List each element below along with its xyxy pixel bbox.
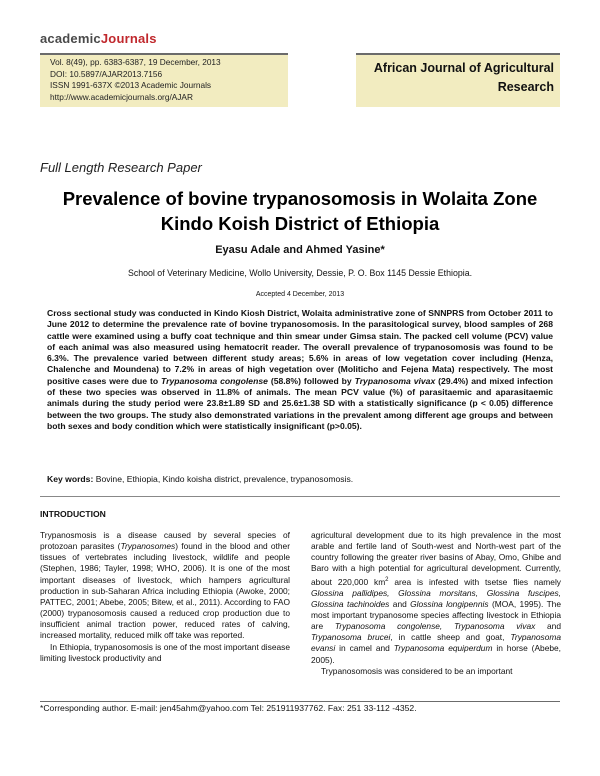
paper-type: Full Length Research Paper <box>40 160 202 175</box>
keywords-list: Bovine, Ethiopia, Kindo koisha district, prevalence, trypanosomosis. <box>93 474 354 484</box>
paper-title <box>40 186 560 236</box>
paragraph: In Ethiopia, trypanosomosis is one of the most important disease limiting livestock productivity and <box>40 641 290 663</box>
section-divider <box>40 496 560 497</box>
citation-meta-box <box>40 53 288 107</box>
authors: Eyasu Adale and Ahmed Yasine* <box>215 244 385 256</box>
journal-name-line1: African Journal of Agricultural <box>373 61 554 75</box>
paragraph: Trypanosomosis was considered to be an important <box>321 665 513 676</box>
publisher-logo: academicJournals <box>40 31 157 46</box>
body-column-left <box>40 530 290 664</box>
journal-url[interactable]: http://www.academicjournals.org/AJAR <box>50 91 193 102</box>
title-line-1: Prevalence of bovine trypanosomosis in Wolaita Zone <box>62 188 538 209</box>
issn-line: ISSN 1991-637X ©2013 Academic Journals <box>50 80 212 90</box>
body-column-right <box>311 530 561 677</box>
journal-name-line2: Research <box>497 80 554 94</box>
paragraph: agricultural development due to its high prevalence in the most arable and fertile land of South-west and North-west part of the country following the greater river basins of Abay, Omo, Ghibe and Baro with a high potential for agricultural development. Currently, about 220,000 $km^2$ area is infested with tsetse flies namely Glossina pallidipes, Glossina morsitans, Glossina fuscipes, Glossina tachinoides and Glossina longipennis (MOA, 1995). The most important trypanosome species affecting livestock in Ethiopia are Trypanosoma congolense, Trypanosoma vivax and Trypanosoma brucei, in cattle sheep and goat, Trypanosoma evansi in camel and Trypanosoma equiperdum in horse (Abebe, 2005). <box>311 530 562 665</box>
doi-line: DOI: 10.5897/AJAR2013.7156 <box>50 68 163 79</box>
volume-line: Vol. 8(49), pp. 6383-6387, 19 December, 2013 <box>50 57 221 67</box>
accepted-date: Accepted 4 December, 2013 <box>255 291 345 298</box>
section-heading: INTRODUCTION <box>40 509 106 519</box>
paragraph: Trypanosmosis is a disease caused by several species of protozoan parasites (Trypanosomes) found in the blood and other tissues of vertebrates including livestock, wildlife and people (Stephen, 1986; Tayler, 1998; WHO, 2006). It is one of the most important diseases of livestock, which hampers agricultural production in sub-Saharan Africa including Ethiopia (Awoke, 2000; PATTEC, 2001; Abebe, 2005; Bitew, et al., 2011). According to FAO (2000) trypanosomosis caused a reduced crop production due to insufficient animal traction power, reduced rates of calving, increased mortality, reduced milk off take was reported. <box>40 530 290 641</box>
journal-name-box <box>356 53 560 107</box>
affiliation: School of Veterinary Medicine, Wollo University, Dessie, P. O. Box 1145 Dessie Ethiopia. <box>127 268 473 278</box>
keywords <box>47 474 553 484</box>
keywords-label: Key words: <box>47 474 94 484</box>
abstract: Cross sectional study was conducted in Kindo Kiosh District, Wolaita administrative zone of SNNPRS from October 2011 to June 2012 to determine the prevalence rate of bovine trypanosomosis. In the parasitological survey, blood samples of 268 cattle were examined using a buffy coat technique and thin smear under Gimsa stain. The packed cell volume (PCV) value of each animal was also measured using hematocrit reader. The overall prevalence of trypanosomosis was found to be 6.3%. The prevalence varied between different study areas; 5.6% in areas of low vegetation cover including (Henza, Chalenche and Moundena) to 7.2% in areas of high vegetation over (Moliticho and Fejena Mata) respectively. The most positive cases were due to Trypanosoma congolense (58.8%) followed by Trypanosoma vivax (29.4%) and mixed infection of these two species was observed in 11.8% of animals. The mean PCV value (%) of parasitaemic and aparasitaemic animals during the study period were 23.8±1.89 SD and 25.6±1.38 SD with a statistically significance (p < 0.05) difference between the two groups. The study also demonstrated variations in the prevalent among different age groups and between both sexes and body condition which were statistically insignificant (p>0.05). <box>47 308 553 431</box>
title-line-2: Kindo Koish District of Ethiopia <box>160 213 440 234</box>
corresponding-author-footnote: *Corresponding author. E-mail: jen45ahm@yahoo.com Tel: 251911937762. Fax: 251 33-112 -4352. <box>40 701 560 715</box>
